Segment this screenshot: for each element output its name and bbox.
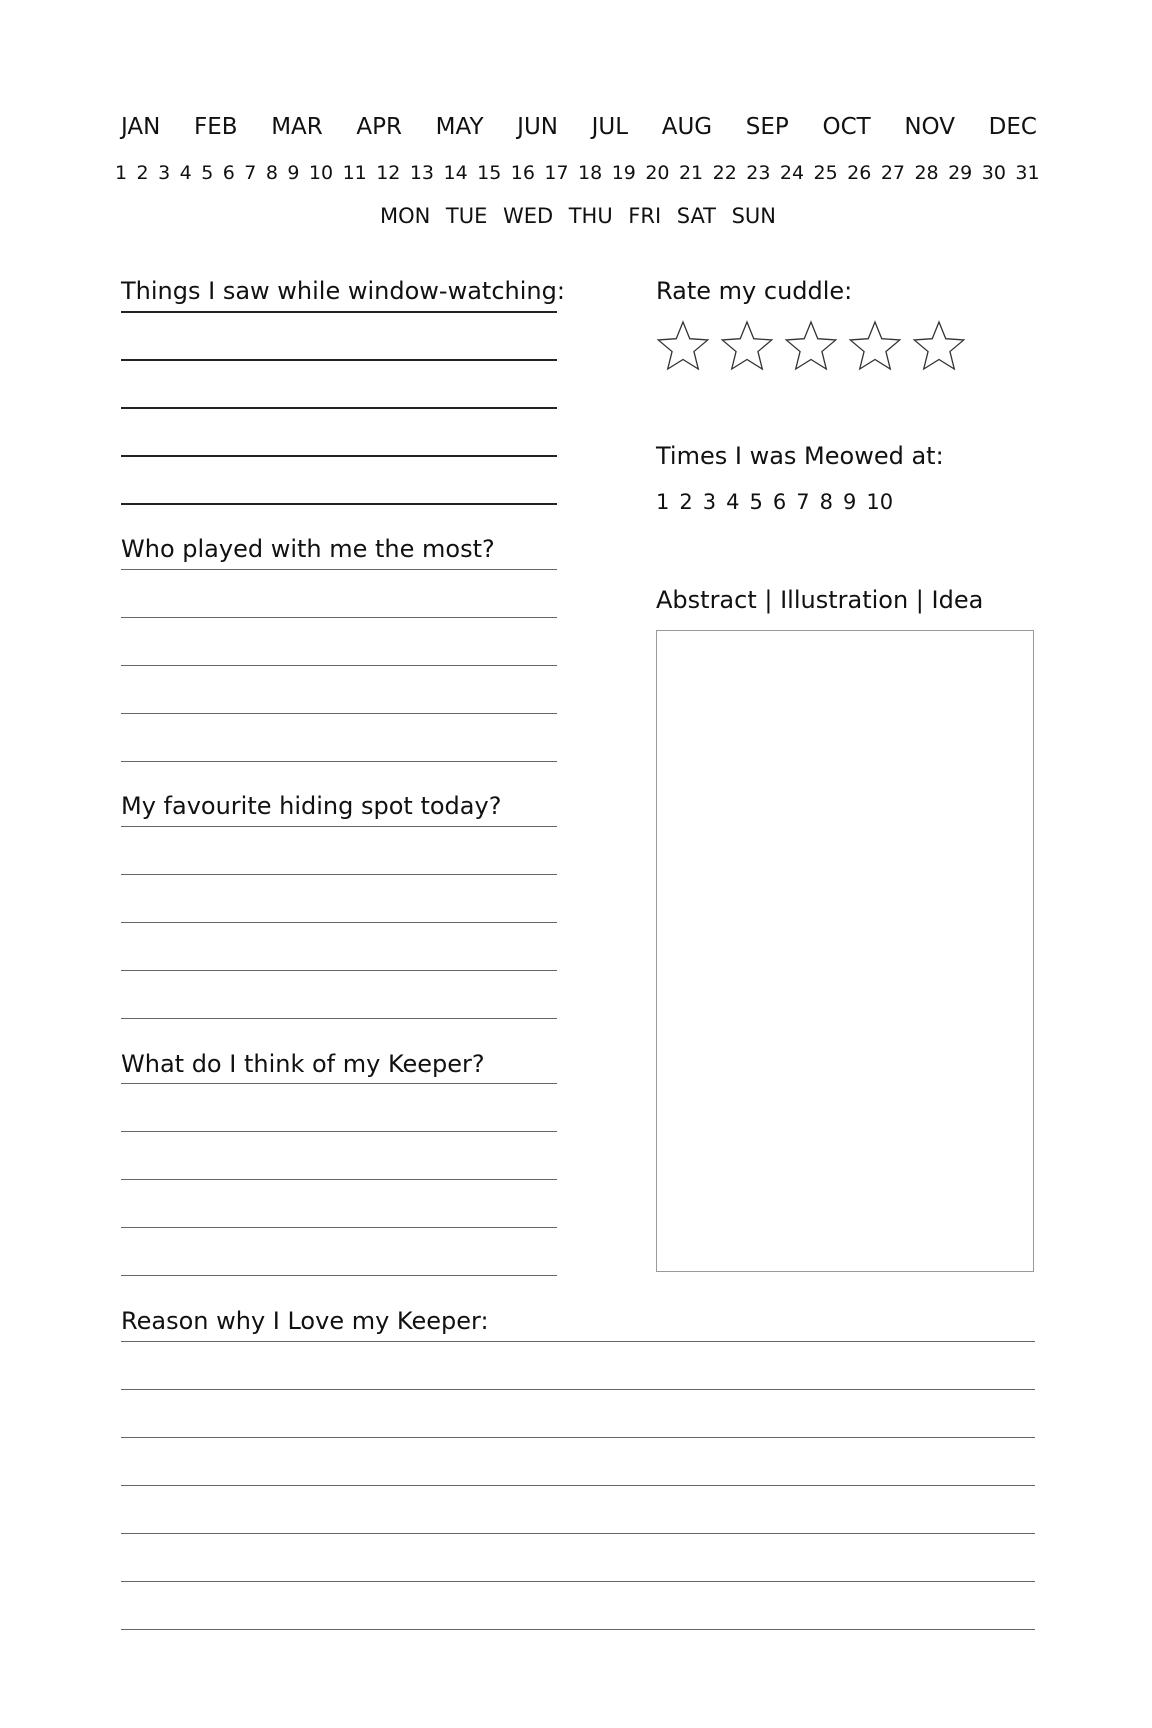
writing-line[interactable] — [121, 761, 557, 762]
cuddle-rating-stars — [655, 318, 967, 374]
month-option[interactable]: MAY — [435, 114, 484, 140]
meowed-at-prompt: Times I was Meowed at: — [656, 442, 944, 470]
star-outline-icon[interactable] — [847, 318, 903, 374]
cuddle-rating-prompt: Rate my cuddle: — [656, 277, 853, 305]
weekday-option[interactable]: SAT — [676, 204, 717, 228]
day-option[interactable]: 3 — [158, 162, 171, 184]
month-option[interactable]: DEC — [988, 114, 1037, 140]
day-option[interactable]: 30 — [981, 162, 1006, 184]
star-outline-icon[interactable] — [719, 318, 775, 374]
day-option[interactable]: 23 — [746, 162, 771, 184]
meow-count-selector — [656, 490, 893, 514]
month-option[interactable]: MAR — [271, 114, 323, 140]
writing-line[interactable] — [121, 1227, 557, 1228]
day-option[interactable]: 8 — [265, 162, 278, 184]
day-option[interactable]: 17 — [544, 162, 569, 184]
meow-count-option[interactable]: 10 — [866, 490, 894, 514]
prompt-underline — [121, 1083, 557, 1084]
writing-line[interactable] — [121, 1179, 557, 1180]
writing-line[interactable] — [121, 1437, 1035, 1438]
day-option[interactable]: 31 — [1015, 162, 1040, 184]
prompt-underline — [121, 311, 557, 313]
meow-count-option[interactable]: 3 — [702, 490, 717, 514]
writing-line[interactable] — [121, 1629, 1035, 1630]
writing-line[interactable] — [121, 970, 557, 971]
meow-count-option[interactable]: 9 — [843, 490, 857, 514]
month-option[interactable]: JAN — [121, 114, 161, 140]
day-option[interactable]: 5 — [201, 162, 214, 184]
meow-count-option[interactable]: 6 — [772, 490, 787, 514]
day-option[interactable]: 29 — [948, 162, 973, 184]
writing-line[interactable] — [121, 665, 557, 666]
star-outline-icon[interactable] — [655, 318, 711, 374]
day-selector — [115, 162, 1040, 184]
weekday-option[interactable]: FRI — [628, 204, 662, 228]
weekday-option[interactable]: THU — [568, 204, 613, 228]
day-option[interactable]: 21 — [678, 162, 704, 184]
day-option[interactable]: 18 — [578, 162, 603, 184]
day-option[interactable]: 14 — [443, 162, 468, 184]
writing-line[interactable] — [121, 1018, 557, 1019]
day-option[interactable]: 1 — [115, 162, 128, 184]
writing-line[interactable] — [121, 1485, 1035, 1486]
month-option[interactable]: OCT — [822, 114, 871, 140]
day-option[interactable]: 22 — [712, 162, 737, 184]
meow-count-option[interactable]: 8 — [819, 490, 833, 514]
writing-line[interactable] — [121, 503, 557, 505]
prompt-underline — [121, 1341, 1035, 1342]
month-option[interactable]: JUL — [591, 114, 629, 140]
prompt-underline — [121, 826, 557, 827]
love-keeper-prompt: Reason why I Love my Keeper: — [121, 1307, 489, 1335]
month-option[interactable]: APR — [356, 114, 402, 140]
day-option[interactable]: 7 — [244, 162, 257, 184]
day-option[interactable]: 26 — [847, 162, 872, 184]
month-option[interactable]: SEP — [745, 114, 789, 140]
weekday-option[interactable]: WED — [502, 204, 554, 228]
writing-line[interactable] — [121, 1131, 557, 1132]
day-option[interactable]: 6 — [222, 162, 235, 184]
day-option[interactable]: 12 — [376, 162, 401, 184]
prompt-underline — [121, 569, 557, 570]
day-option[interactable]: 2 — [136, 162, 149, 184]
month-option[interactable]: JUN — [517, 114, 558, 140]
day-option[interactable]: 19 — [611, 162, 636, 184]
meow-count-option[interactable]: 4 — [726, 490, 740, 514]
day-option[interactable]: 11 — [342, 162, 367, 184]
day-option[interactable]: 25 — [813, 162, 838, 184]
star-outline-icon[interactable] — [783, 318, 839, 374]
month-option[interactable]: AUG — [661, 114, 713, 140]
month-selector — [121, 114, 1037, 140]
writing-line[interactable] — [121, 1533, 1035, 1534]
writing-line[interactable] — [121, 713, 557, 714]
month-option[interactable]: NOV — [904, 114, 955, 140]
writing-line[interactable] — [121, 1581, 1035, 1582]
day-option[interactable]: 28 — [914, 162, 939, 184]
meow-count-option[interactable]: 2 — [679, 490, 693, 514]
writing-line[interactable] — [121, 617, 557, 618]
art-area-title: Abstract | Illustration | Idea — [656, 586, 984, 614]
day-option[interactable]: 9 — [287, 162, 300, 184]
writing-line[interactable] — [121, 407, 557, 409]
day-option[interactable]: 20 — [645, 162, 670, 184]
day-option[interactable]: 27 — [880, 162, 905, 184]
weekday-option[interactable]: MON — [380, 204, 431, 228]
day-option[interactable]: 13 — [409, 162, 435, 184]
weekday-selector — [380, 204, 776, 228]
writing-line[interactable] — [121, 455, 557, 457]
meow-count-option[interactable]: 5 — [749, 490, 763, 514]
weekday-option[interactable]: TUE — [445, 204, 488, 228]
writing-line[interactable] — [121, 1275, 557, 1276]
hiding-spot-prompt: My favourite hiding spot today? — [121, 792, 502, 820]
day-option[interactable]: 4 — [179, 162, 192, 184]
meow-count-option[interactable]: 1 — [656, 490, 670, 514]
day-option[interactable]: 15 — [477, 162, 502, 184]
meow-count-option[interactable]: 7 — [796, 490, 810, 514]
writing-line[interactable] — [121, 922, 557, 923]
weekday-option[interactable]: SUN — [731, 204, 776, 228]
writing-line[interactable] — [121, 874, 557, 875]
star-outline-icon[interactable] — [911, 318, 967, 374]
writing-line[interactable] — [121, 1389, 1035, 1390]
day-option[interactable]: 16 — [510, 162, 535, 184]
day-option[interactable]: 10 — [308, 162, 334, 184]
day-option[interactable]: 24 — [779, 162, 805, 184]
month-option[interactable]: FEB — [193, 114, 238, 140]
played-with-prompt: Who played with me the most? — [121, 535, 495, 563]
drawing-box[interactable] — [656, 630, 1034, 1272]
window-watching-prompt: Things I saw while window-watching: — [121, 277, 565, 305]
keeper-opinion-prompt: What do I think of my Keeper? — [121, 1050, 485, 1078]
writing-line[interactable] — [121, 359, 557, 361]
